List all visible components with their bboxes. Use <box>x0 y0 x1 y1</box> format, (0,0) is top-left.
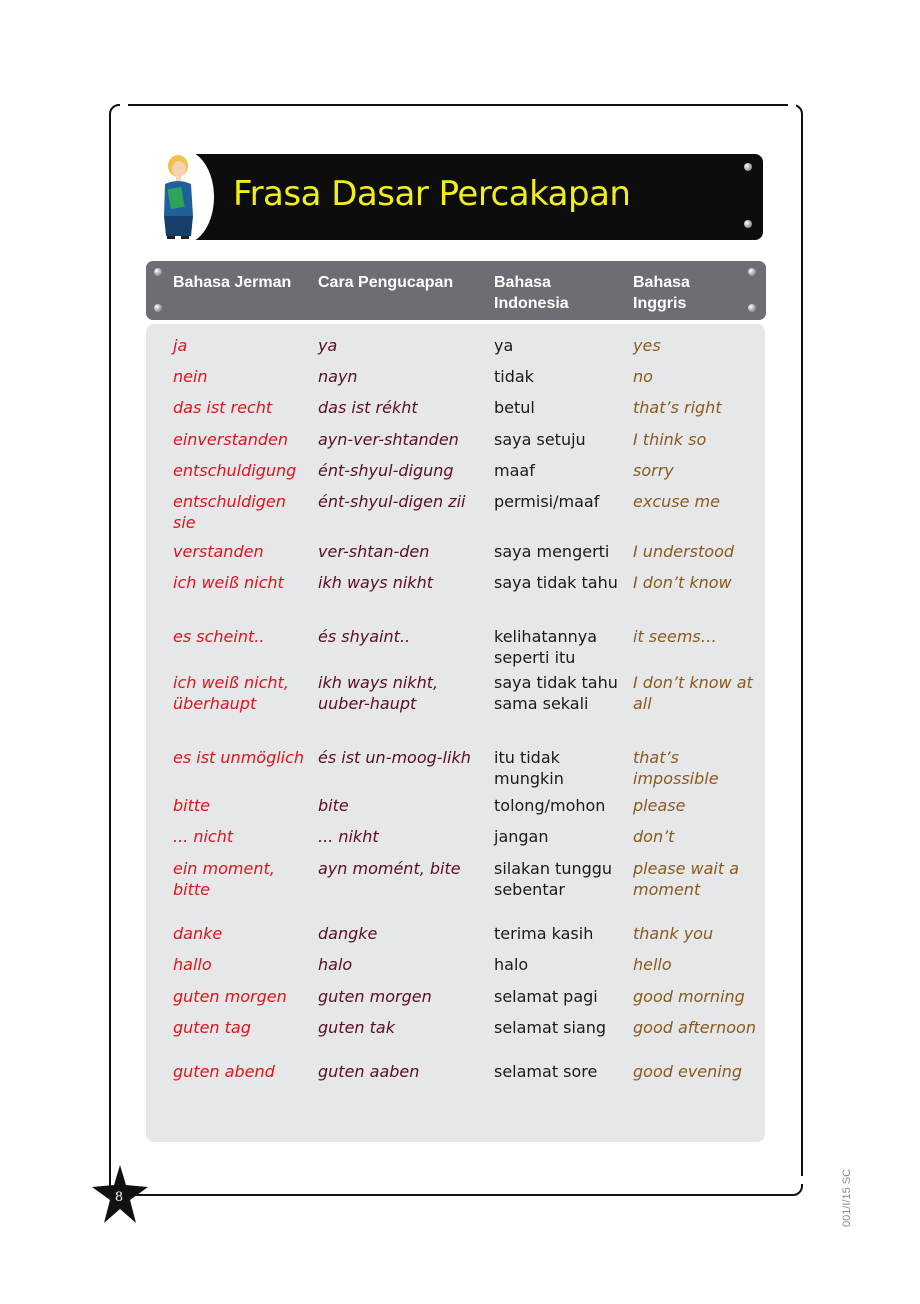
cell-pronunciation: és ist un-moog-likh <box>318 748 471 767</box>
cell-english: excuse me <box>633 492 720 511</box>
cell-german: guten tag <box>173 1018 251 1037</box>
cell-german: ich weiß nicht <box>173 573 284 592</box>
cell-german: es ist unmöglich <box>173 748 305 767</box>
rivet-icon <box>154 268 162 276</box>
cell-german: danke <box>173 924 223 943</box>
cell-german: entschuldigen sie <box>173 492 286 532</box>
cell-indonesian: halo <box>494 955 529 974</box>
rivet-icon <box>748 304 756 312</box>
cell-german: es scheint.. <box>173 627 265 646</box>
cell-indonesian: selamat pagi <box>494 987 598 1006</box>
cell-indonesian: saya tidak tahu <box>494 573 618 592</box>
cell-pronunciation: ayn momént, bite <box>318 859 461 878</box>
cell-german: hallo <box>173 955 212 974</box>
cell-german: verstanden <box>173 542 264 561</box>
cell-english: it seems… <box>633 627 717 646</box>
cell-english: that’s right <box>633 398 722 417</box>
cell-indonesian: silakan tunggu sebentar <box>494 859 613 899</box>
cell-indonesian: terima kasih <box>494 924 594 943</box>
page-title: Frasa Dasar Percakapan <box>233 174 631 214</box>
cell-indonesian: saya tidak tahu sama sekali <box>494 673 618 713</box>
cell-indonesian: saya setuju <box>494 430 586 449</box>
header-indonesian: Bahasa Indonesia <box>494 274 569 312</box>
cell-german: einverstanden <box>173 430 289 449</box>
cell-german: ich weiß nicht, überhaupt <box>173 673 289 713</box>
cell-pronunciation: halo <box>318 955 353 974</box>
cell-german: das ist recht <box>173 398 273 417</box>
cell-pronunciation: dangke <box>318 924 378 943</box>
cell-indonesian: betul <box>494 398 535 417</box>
cell-english: don’t <box>633 827 675 846</box>
cell-english: hello <box>633 955 672 974</box>
teacher-illustration-icon <box>156 152 202 240</box>
header-german: Bahasa Jerman <box>173 274 292 291</box>
document-code: 001/I/15 SC <box>841 1168 853 1228</box>
cell-english: please <box>633 796 686 815</box>
cell-pronunciation: ikh ways nikht, uuber-haupt <box>318 673 439 713</box>
cell-indonesian: maaf <box>494 461 535 480</box>
cell-english: no <box>633 367 653 386</box>
cell-indonesian: selamat siang <box>494 1018 607 1037</box>
cell-english: I don’t know at all <box>633 673 753 713</box>
cell-pronunciation: ... nikht <box>318 827 379 846</box>
cell-pronunciation: guten aaben <box>318 1062 420 1081</box>
header-pronunciation: Cara Pengucapan <box>318 274 454 291</box>
cell-pronunciation: ént-shyul-digen zii <box>318 492 466 511</box>
cell-german: ja <box>173 336 188 355</box>
header-english: Bahasa Inggris <box>633 274 690 312</box>
cell-german: guten abend <box>173 1062 275 1081</box>
rivet-icon <box>154 304 162 312</box>
cell-english: thank you <box>633 924 714 943</box>
cell-english: sorry <box>633 461 674 480</box>
cell-english: I don’t know <box>633 573 732 592</box>
cell-pronunciation: nayn <box>318 367 358 386</box>
cell-indonesian: saya mengerti <box>494 542 610 561</box>
cell-english: good morning <box>633 987 745 1006</box>
cell-german: nein <box>173 367 208 386</box>
cell-indonesian: selamat sore <box>494 1062 598 1081</box>
cell-indonesian: ya <box>494 336 514 355</box>
frame-gap <box>120 100 128 110</box>
cell-german: guten morgen <box>173 987 287 1006</box>
cell-indonesian: jangan <box>494 827 549 846</box>
cell-pronunciation: és shyaint.. <box>318 627 411 646</box>
cell-indonesian: tidak <box>494 367 534 386</box>
cell-german: bitte <box>173 796 210 815</box>
cell-indonesian: kelihatannya seperti itu <box>494 627 598 667</box>
cell-pronunciation: ayn-ver-shtanden <box>318 430 459 449</box>
rivet-icon <box>744 220 752 228</box>
rivet-icon <box>748 268 756 276</box>
cell-pronunciation: ikh ways nikht <box>318 573 433 592</box>
cell-english: please wait a moment <box>633 859 740 899</box>
cell-german: ... nicht <box>173 827 234 846</box>
cell-english: good afternoon <box>633 1018 756 1037</box>
cell-english: that’s impossible <box>633 748 719 788</box>
cell-german: entschuldigung <box>173 461 297 480</box>
cell-indonesian: itu tidak mungkin <box>494 748 564 788</box>
cell-pronunciation: bite <box>318 796 349 815</box>
cell-pronunciation: guten morgen <box>318 987 432 1006</box>
cell-indonesian: tolong/mohon <box>494 796 606 815</box>
cell-pronunciation: guten tak <box>318 1018 395 1037</box>
cell-english: I understood <box>633 542 735 561</box>
cell-pronunciation: das ist rékht <box>318 398 418 417</box>
cell-pronunciation: ya <box>318 336 338 355</box>
cell-english: yes <box>633 336 661 355</box>
rivet-icon <box>744 163 752 171</box>
frame-gap <box>798 1176 808 1184</box>
cell-english: I think so <box>633 430 707 449</box>
page-number: 8 <box>114 1190 124 1205</box>
cell-pronunciation: ver-shtan-den <box>318 542 430 561</box>
cell-indonesian: permisi/maaf <box>494 492 600 511</box>
cell-german: ein moment, bitte <box>173 859 275 899</box>
cell-pronunciation: ént-shyul-digung <box>318 461 454 480</box>
frame-gap <box>788 100 796 110</box>
cell-english: good evening <box>633 1062 743 1081</box>
